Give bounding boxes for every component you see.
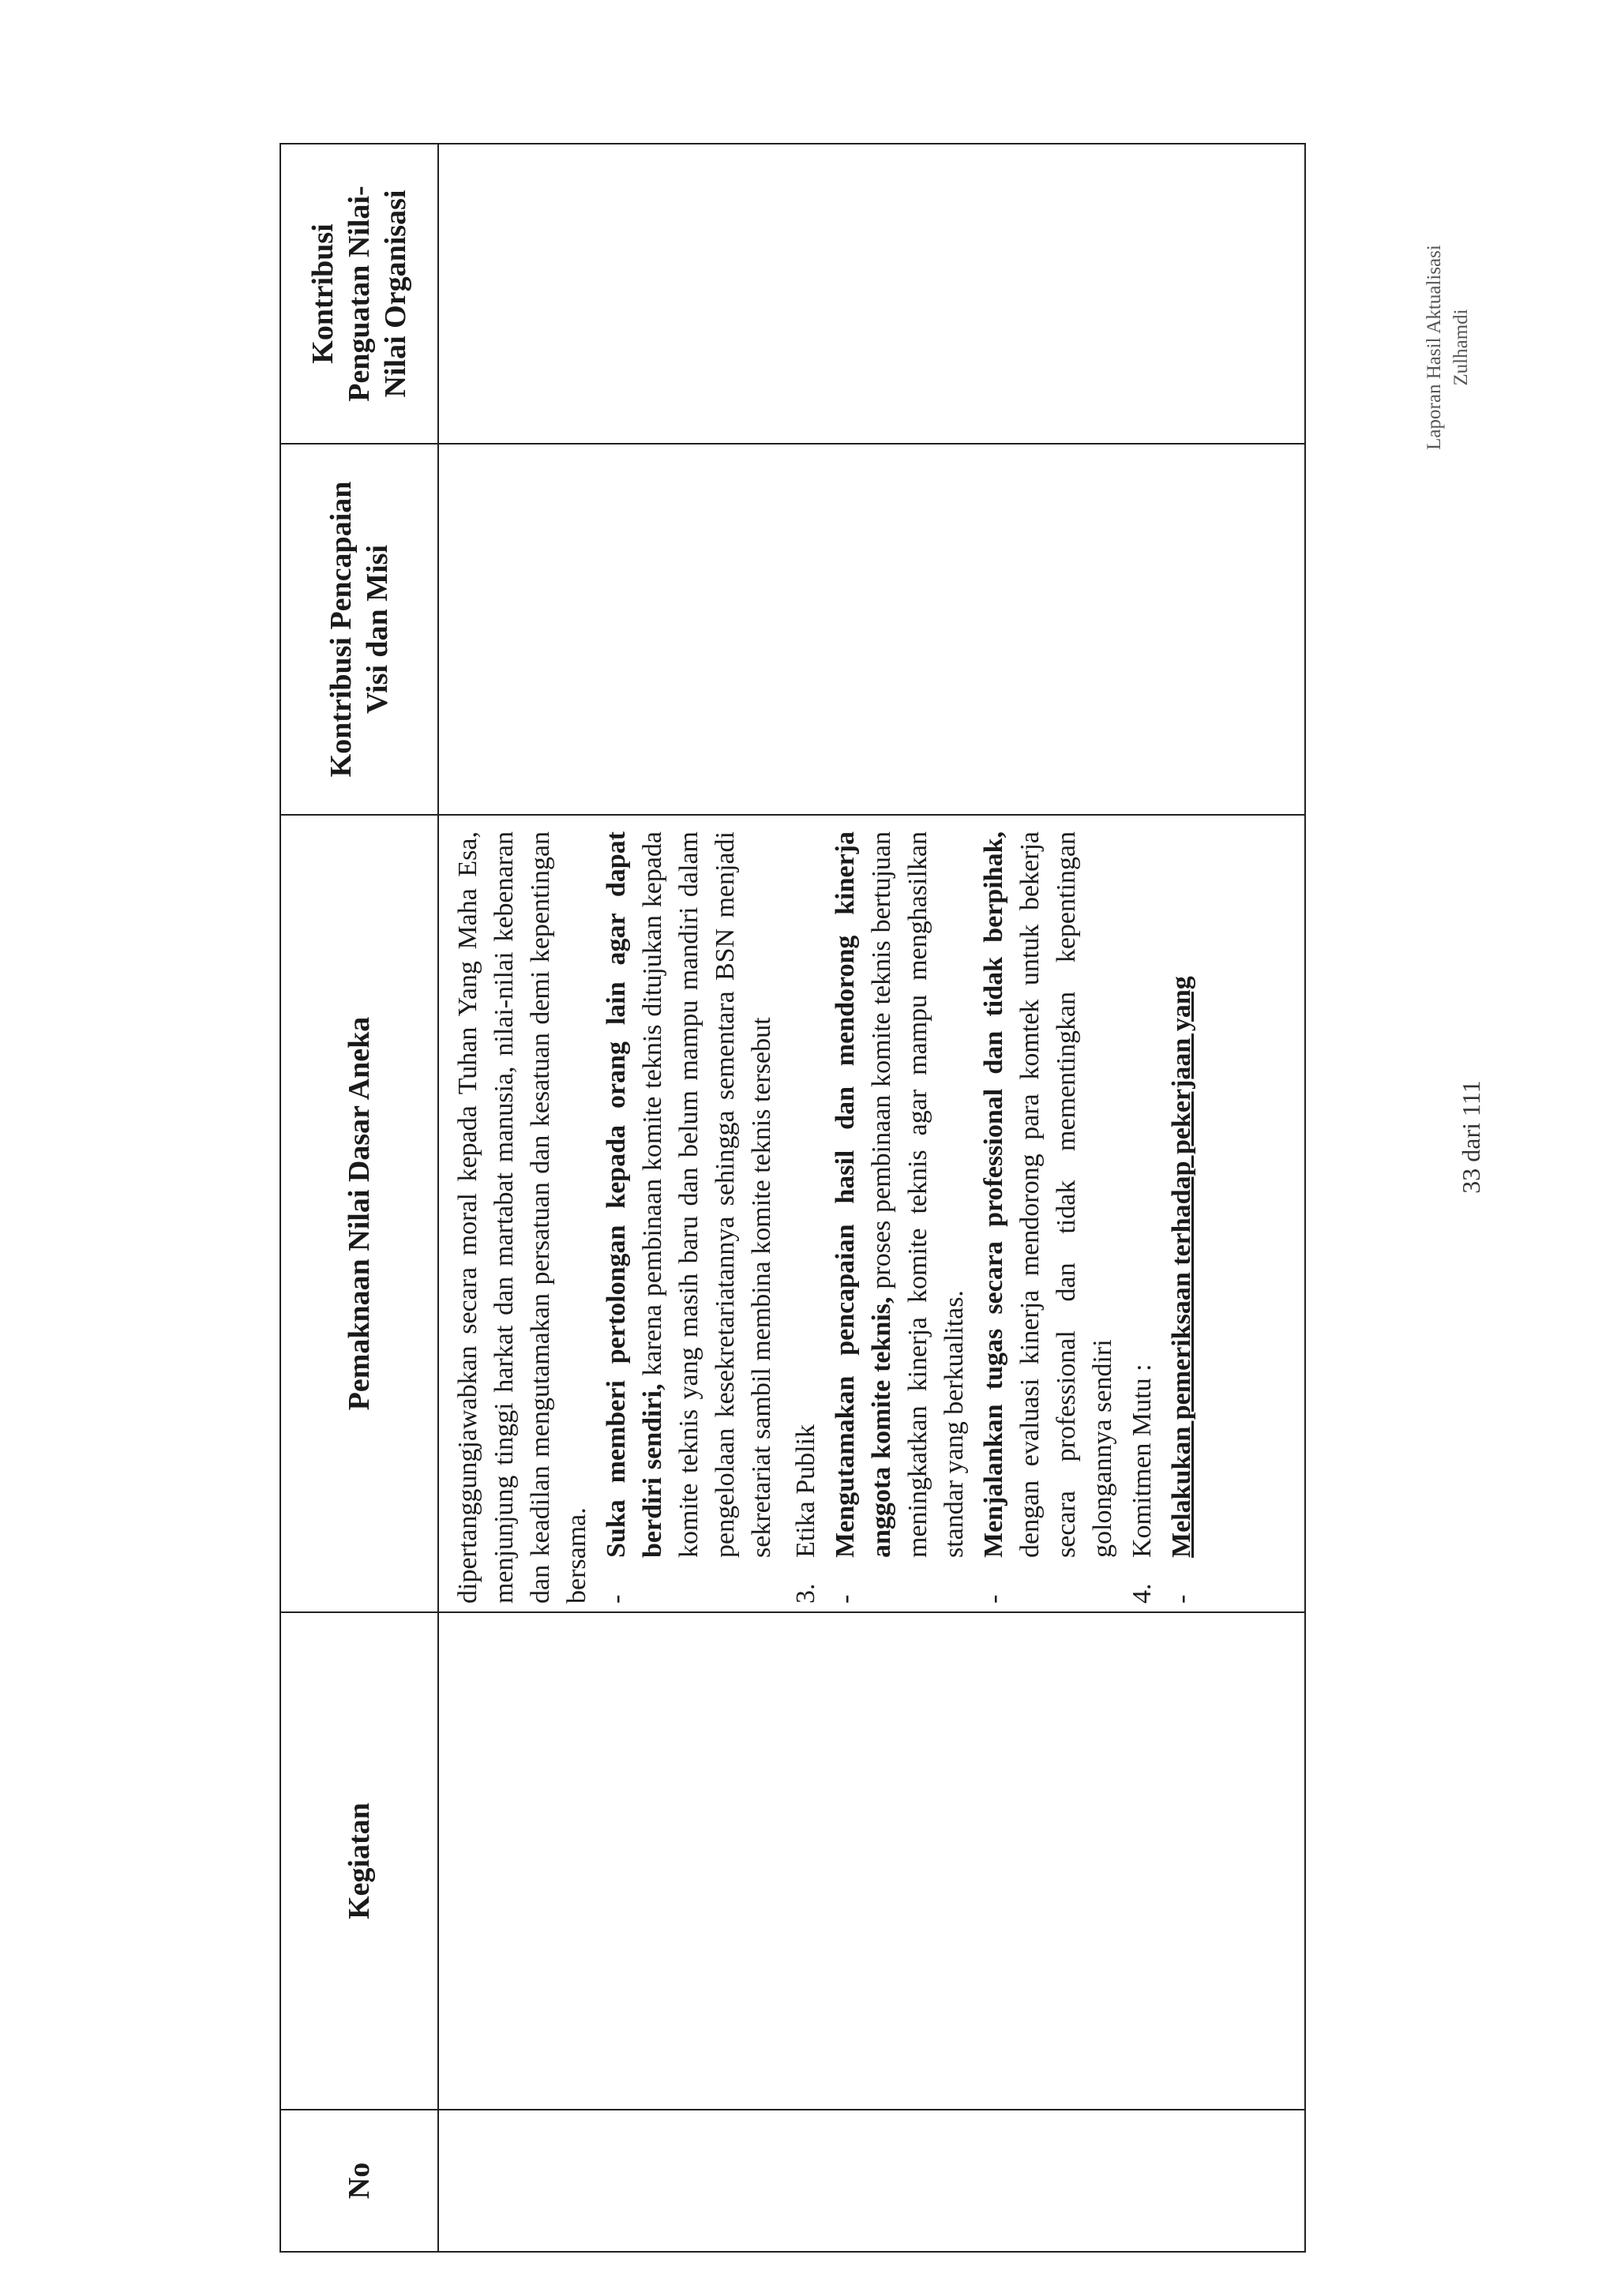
section-number: 3. (791, 1583, 820, 1604)
item-bold-text: Mengutamakan pencapaian hasil dan mendorong kinerja anggota komite teknis, (831, 831, 896, 1558)
list-item (1164, 831, 1200, 1604)
cell-kegiatan (438, 1612, 1305, 2110)
header-visi-misi: Kontribusi Pencapaian Visi dan Misi (280, 444, 438, 815)
bullet-marker: - (1167, 1594, 1196, 1604)
section-title: Etika Publik (791, 1424, 820, 1558)
item-bold-text: Melakukan pemeriksaan terhadap pekerjaan yang (1167, 976, 1196, 1558)
list-item (598, 831, 780, 1604)
aktualisasi-table (280, 143, 1306, 2253)
header-nilai-organisasi: Kontribusi Penguatan Nilai-Nilai Organisasi (280, 144, 438, 444)
header-no: No (280, 2110, 438, 2252)
bullet-marker: - (831, 1594, 860, 1604)
item-text: dengan evaluasi kinerja mendorong para komtek untuk bekerja secara professional dan tidak mementingkan kepentingan golongannya sendiri (1015, 831, 1117, 1558)
aktualisasi-table-wrapper (280, 144, 1306, 2253)
page-number: 33 dari 111 (1457, 1080, 1485, 1194)
item-bold-text: Suka memberi pertolongan kepada orang lain agar dapat berdiri sendiri, (602, 831, 667, 1558)
header-kegiatan: Kegiatan (280, 1612, 438, 2110)
header-author: Zulhamdi (1450, 309, 1472, 386)
section-heading (788, 831, 824, 1604)
list-item (827, 831, 973, 1604)
header-pemaknaan: Pemaknaan Nilai Dasar Aneka (280, 815, 438, 1612)
table-row (438, 144, 1305, 2252)
continuation-text: dipertanggungjawabkan secara moral kepada Tuhan Yang Maha Esa, menjunjung tinggi harkat dan martabat manusia, nilai-nilai kebenaran dan keadilan mengutamakan persatuan dan kesatuan demi kepentingan bersama. (453, 831, 591, 1604)
item-bold-text: Menjalankan tugas secara professional dan tidak berpihak, (979, 831, 1008, 1558)
running-header (1421, 126, 1500, 568)
list-item (976, 831, 1121, 1604)
bullet-marker: - (602, 1594, 631, 1604)
section-number: 4. (1127, 1583, 1157, 1604)
bullet-marker: - (979, 1594, 1008, 1604)
item-text: proses pembinaan komite teknis bertujuan meningkatkan kinerja komite teknis agar mampu menghasilkan standar yang berkualitas. (867, 831, 969, 1558)
section-title: Komitmen Mutu : (1127, 1364, 1157, 1558)
header-title: Laporan Hasil Aktualisasi (1424, 245, 1445, 450)
table-header-row (280, 144, 438, 2252)
cell-nilai-organisasi (438, 144, 1305, 444)
cell-no (438, 2110, 1305, 2252)
section-heading (1124, 831, 1161, 1604)
cell-pemaknaan (438, 815, 1305, 1612)
item-text: karena pembinaan komite teknis ditujukan kepada komite teknis yang masih baru dan belum mampu mandiri dalam pengelolaan kesekretariatannya sehingga sementara BSN menjadi sekretariat sambil membina komite teknis tersebut (638, 831, 776, 1558)
cell-visi-misi (438, 444, 1305, 815)
